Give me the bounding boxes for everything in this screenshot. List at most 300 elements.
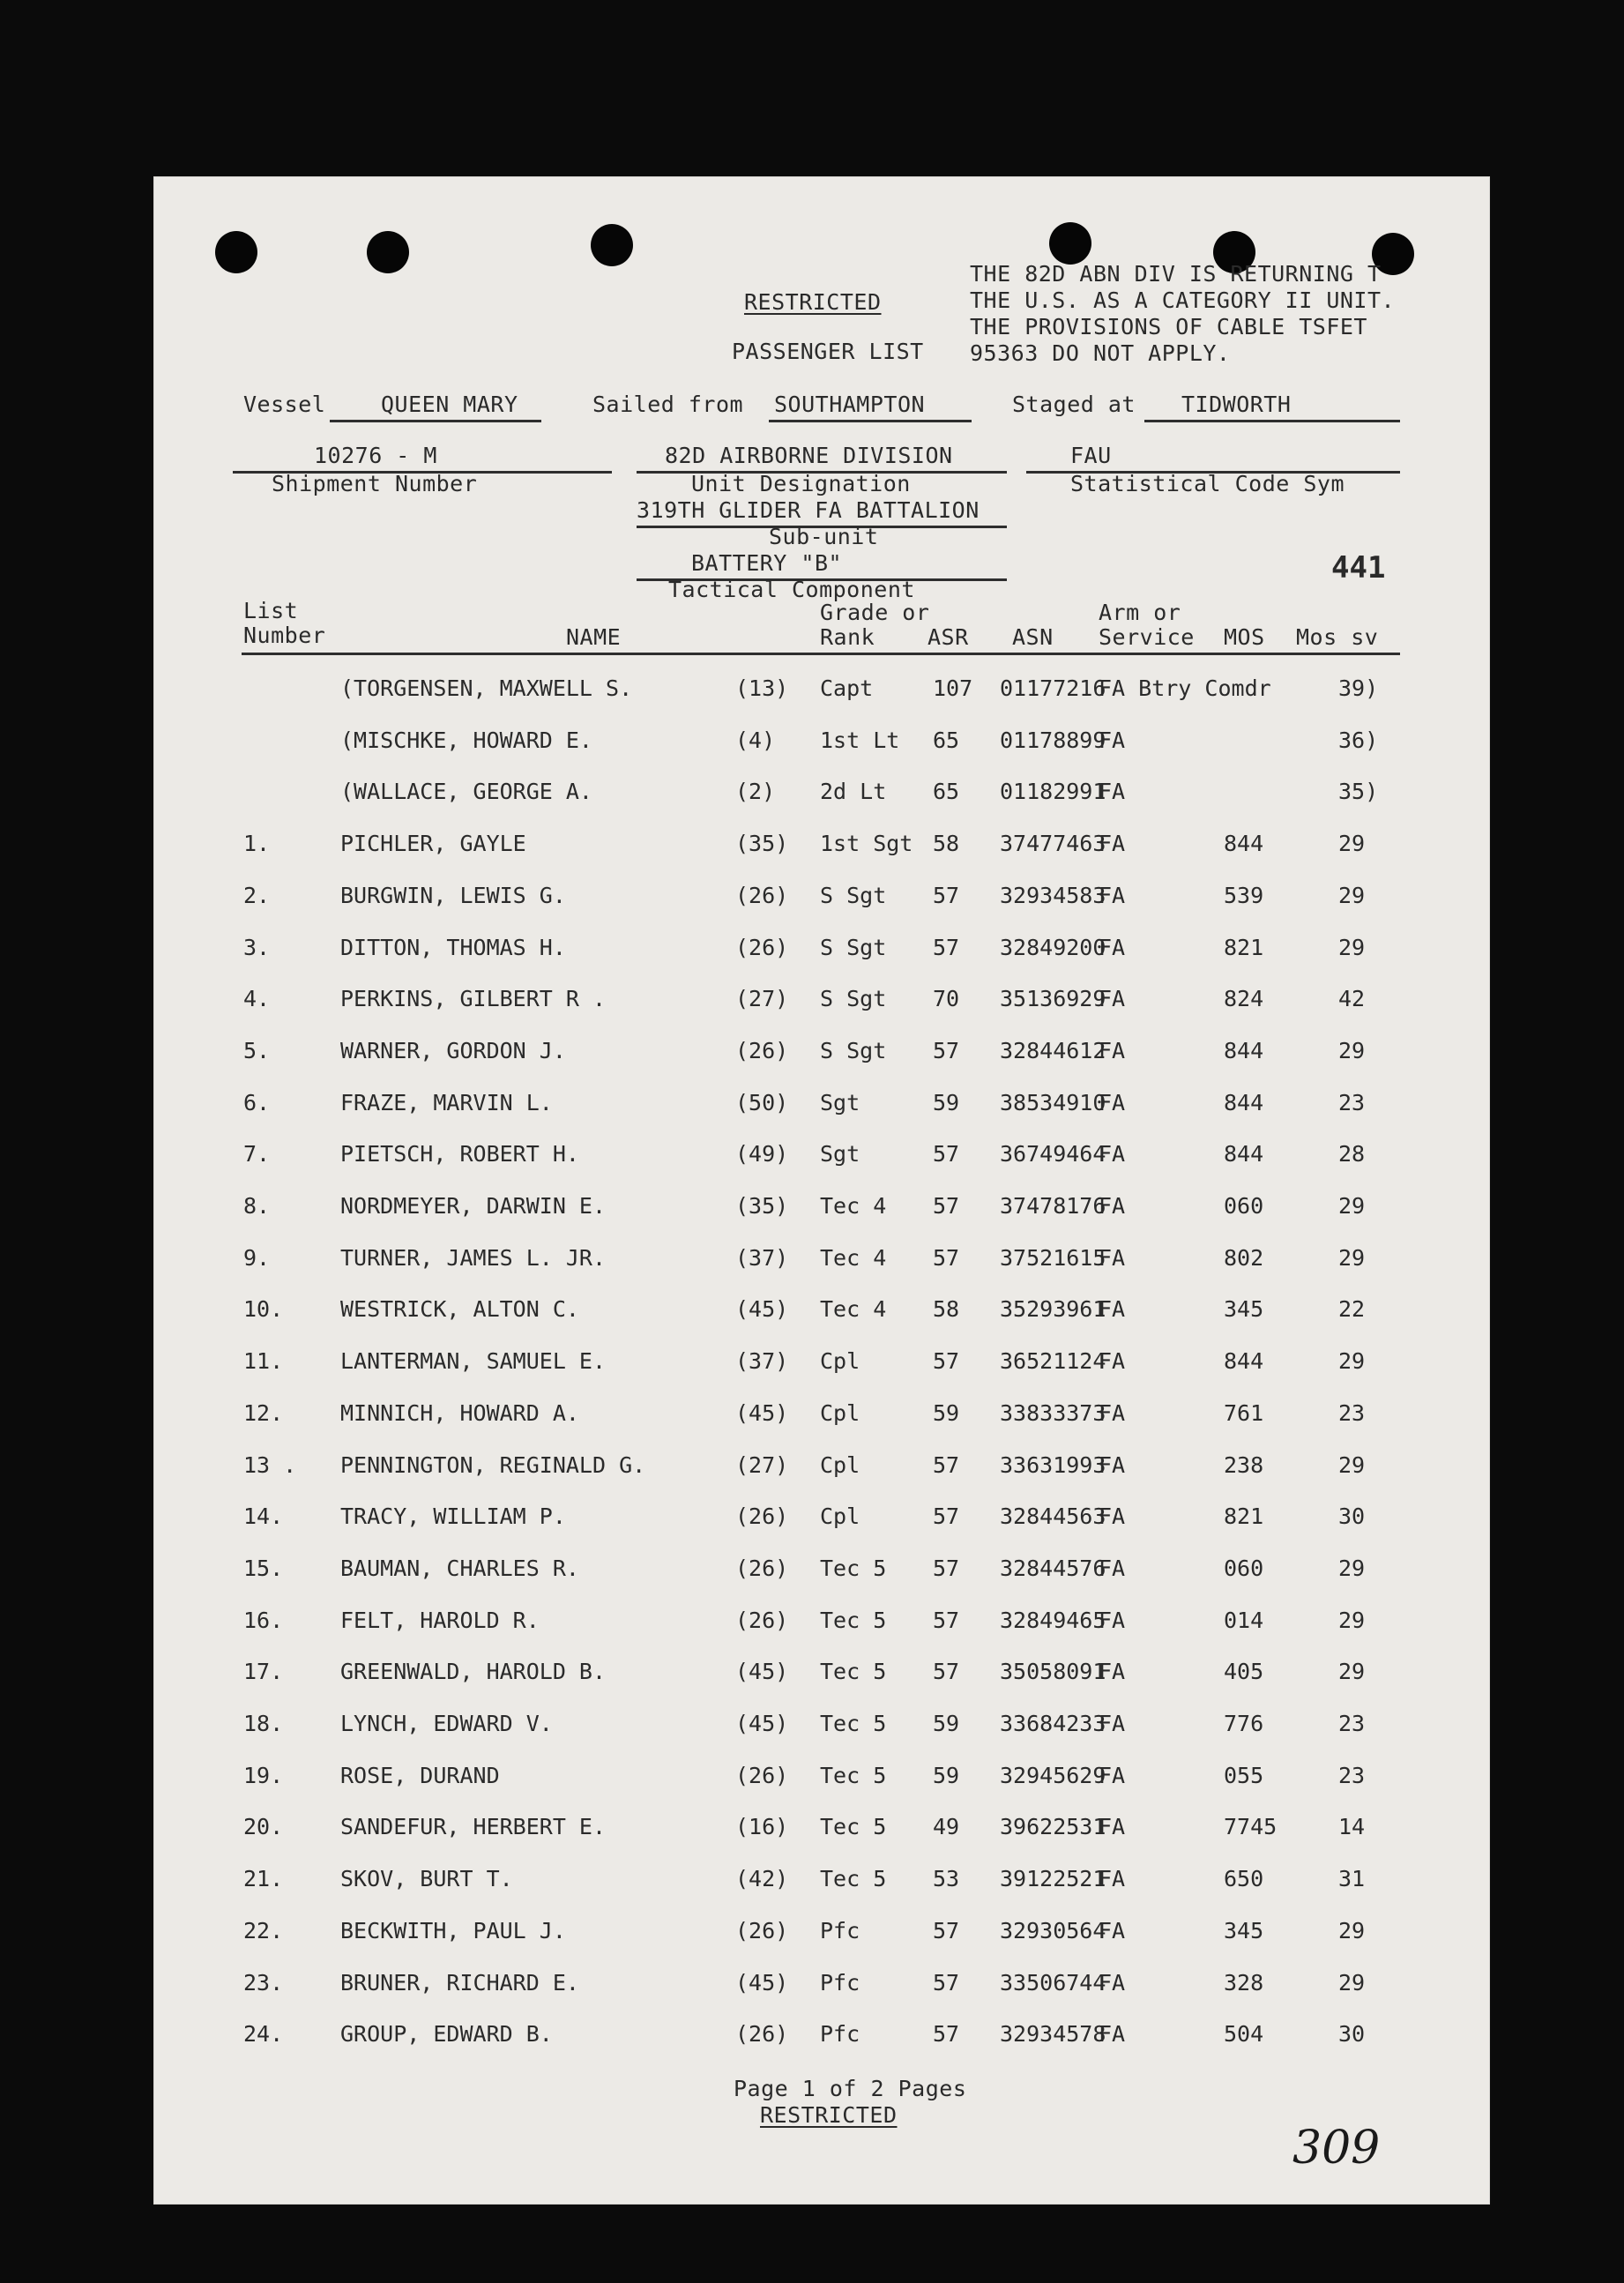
- col-header-number: Number: [243, 623, 326, 648]
- staged-at-label: Staged at: [1012, 392, 1136, 417]
- grade-rank: 1st Lt: [820, 727, 900, 753]
- table-row: [153, 831, 1490, 866]
- passenger-name: LANTERMAN, SAMUEL E.: [340, 1348, 607, 1375]
- grade-rank: Cpl: [820, 1399, 860, 1426]
- list-number: 4.: [243, 986, 271, 1012]
- asr-score: (50): [735, 1089, 789, 1115]
- passenger-name: LYNCH, EDWARD V.: [340, 1711, 553, 1736]
- restricted-footer: RESTRICTED: [760, 2102, 898, 2128]
- grade-rank: Sgt: [820, 1141, 860, 1168]
- asn-number: 32934578: [1000, 2021, 1106, 2048]
- sailed-from-value: SOUTHAMPTON: [774, 392, 926, 417]
- arm-service: FA: [1099, 831, 1126, 857]
- shipment-label: Shipment Number: [272, 471, 478, 496]
- passenger-name: SKOV, BURT T.: [340, 1866, 513, 1892]
- list-number: 16.: [243, 1607, 284, 1633]
- asn-number: 01178899: [1000, 727, 1106, 753]
- asn-number: 35293961: [1000, 1296, 1106, 1323]
- grade-rank: Cpl: [820, 1503, 860, 1530]
- asr-value: 57: [933, 882, 960, 908]
- mos-service: 28: [1338, 1141, 1366, 1168]
- mos-code: 650: [1224, 1866, 1264, 1892]
- mos-code: 345: [1224, 1917, 1264, 1944]
- asn-number: 33506744: [1000, 1969, 1106, 1996]
- asr-score: (26): [735, 1607, 789, 1633]
- asr-score: (13): [735, 675, 789, 701]
- mos-code: 844: [1224, 1089, 1264, 1115]
- table-row: [153, 1608, 1490, 1643]
- notice-line: THE U.S. AS A CATEGORY II UNIT.: [970, 287, 1396, 313]
- asn-number: 39622531: [1000, 1814, 1106, 1840]
- grade-rank: Tec 5: [820, 1555, 887, 1581]
- list-number: 12.: [243, 1399, 284, 1426]
- arm-service: FA: [1099, 1399, 1126, 1426]
- mos-service: 30: [1338, 2021, 1366, 2048]
- mos-code: 761: [1224, 1399, 1264, 1426]
- table-row: [153, 1711, 1490, 1746]
- asr-value: 57: [933, 1348, 960, 1375]
- asr-score: (45): [735, 1659, 789, 1685]
- list-number: 21.: [243, 1866, 284, 1892]
- header-rule: [242, 653, 1400, 655]
- grade-rank: Pfc: [820, 1969, 860, 1996]
- asr-score: (49): [735, 1141, 789, 1168]
- grade-rank: Pfc: [820, 1917, 860, 1944]
- document-page: [153, 176, 1490, 2205]
- passenger-name: WESTRICK, ALTON C.: [340, 1296, 579, 1323]
- grade-rank: S Sgt: [820, 882, 887, 908]
- grade-rank: Tec 5: [820, 1607, 887, 1633]
- mos-code: 7745: [1224, 1814, 1278, 1840]
- mos-service: 29: [1338, 1244, 1366, 1271]
- asr-value: 65: [933, 779, 960, 805]
- mos-service: 29: [1338, 1348, 1366, 1375]
- asn-number: 37478176: [1000, 1193, 1106, 1219]
- table-row: [153, 1090, 1490, 1125]
- mos-code: 844: [1224, 831, 1264, 857]
- asr-value: 107: [933, 675, 973, 701]
- asr-value: 58: [933, 1296, 960, 1323]
- mos-code: 776: [1224, 1711, 1264, 1736]
- mos-service: 29: [1338, 882, 1366, 908]
- table-row: [153, 1245, 1490, 1280]
- mos-code: 504: [1224, 2021, 1264, 2048]
- arm-service: FA: [1099, 882, 1126, 908]
- asr-score: (35): [735, 1193, 789, 1219]
- arm-service: FA: [1099, 1451, 1126, 1478]
- arm-service: FA: [1099, 934, 1126, 960]
- list-number: 20.: [243, 1814, 284, 1840]
- col-header-asn: ASN: [1012, 624, 1054, 650]
- asr-score: (45): [735, 1296, 789, 1323]
- mos-service: 29: [1338, 1037, 1366, 1063]
- mos-service: 30: [1338, 1503, 1366, 1530]
- arm-service: FA: [1099, 986, 1126, 1012]
- asr-score: (26): [735, 1555, 789, 1581]
- asr-value: 65: [933, 727, 960, 753]
- asr-score: (26): [735, 1037, 789, 1063]
- table-row: [153, 1452, 1490, 1488]
- vessel-underline: [330, 420, 541, 422]
- asn-number: 37477463: [1000, 831, 1106, 857]
- col-header-name: NAME: [566, 624, 622, 650]
- asr-value: 70: [933, 986, 960, 1012]
- passenger-name: DITTON, THOMAS H.: [340, 934, 566, 960]
- passenger-name: PIETSCH, ROBERT H.: [340, 1141, 579, 1168]
- handwritten-page-number: 309: [1292, 2122, 1381, 2175]
- arm-service: FA: [1099, 1659, 1126, 1685]
- list-number: 10.: [243, 1296, 284, 1323]
- asn-number: 32849465: [1000, 1607, 1106, 1633]
- mos-service: 29: [1338, 1555, 1366, 1581]
- sailed-underline: [769, 420, 972, 422]
- asr-value: 57: [933, 1503, 960, 1530]
- asr-score: (16): [735, 1814, 789, 1840]
- table-row: [153, 2021, 1490, 2056]
- asr-score: (37): [735, 1348, 789, 1375]
- asr-score: (27): [735, 1451, 789, 1478]
- arm-service: FA: [1099, 1037, 1126, 1063]
- passenger-name: PERKINS, GILBERT R .: [340, 986, 607, 1012]
- mos-service: 29: [1338, 1969, 1366, 1996]
- asn-number: 32849200: [1000, 934, 1106, 960]
- arm-service: FA: [1099, 1141, 1126, 1168]
- asr-score: (26): [735, 2021, 789, 2048]
- list-number: 18.: [243, 1711, 284, 1736]
- page-stamp-number: 441: [1331, 550, 1386, 586]
- asr-value: 59: [933, 1762, 960, 1788]
- passenger-name: FRAZE, MARVIN L.: [340, 1089, 553, 1115]
- asr-value: 57: [933, 1451, 960, 1478]
- list-number: 15.: [243, 1555, 284, 1581]
- asr-value: 57: [933, 1037, 960, 1063]
- asr-value: 59: [933, 1399, 960, 1426]
- grade-rank: Tec 5: [820, 1711, 887, 1736]
- passenger-name: GREENWALD, HAROLD B.: [340, 1659, 607, 1685]
- passenger-name: TRACY, WILLIAM P.: [340, 1503, 566, 1530]
- asn-number: 35058091: [1000, 1659, 1106, 1685]
- mos-code: 014: [1224, 1607, 1264, 1633]
- sailed-from-label: Sailed from: [592, 392, 744, 417]
- list-number: 9.: [243, 1244, 271, 1271]
- grade-rank: Tec 4: [820, 1193, 887, 1219]
- asr-value: 57: [933, 1969, 960, 1996]
- list-number: 5.: [243, 1037, 271, 1063]
- passenger-name: WARNER, GORDON J.: [340, 1037, 566, 1063]
- asr-score: (45): [735, 1399, 789, 1426]
- passenger-name: BECKWITH, PAUL J.: [340, 1917, 566, 1944]
- asr-value: 57: [933, 2021, 960, 2048]
- asr-value: 57: [933, 934, 960, 960]
- table-row: [153, 986, 1490, 1021]
- mos-service: 42: [1338, 986, 1366, 1012]
- passenger-name: GROUP, EDWARD B.: [340, 2021, 553, 2048]
- mos-service: 29: [1338, 1917, 1366, 1944]
- mos-code: 055: [1224, 1762, 1264, 1788]
- mos-service: 39): [1338, 675, 1379, 701]
- mos-code: 821: [1224, 1503, 1264, 1530]
- passenger-name: ROSE, DURAND: [340, 1762, 500, 1788]
- mos-code: 345: [1224, 1296, 1264, 1323]
- table-row: [153, 1814, 1490, 1849]
- mos-code: 844: [1224, 1037, 1264, 1063]
- list-number: 24.: [243, 2021, 284, 2048]
- asr-score: (26): [735, 1762, 789, 1788]
- grade-rank: Tec 5: [820, 1762, 887, 1788]
- unit-label: Unit Designation: [691, 471, 911, 496]
- col-header-service: Service: [1099, 624, 1195, 650]
- passenger-name: BRUNER, RICHARD E.: [340, 1969, 579, 1996]
- punch-hole: [591, 224, 633, 266]
- grade-rank: Cpl: [820, 1348, 860, 1375]
- passenger-name: PICHLER, GAYLE: [340, 831, 526, 857]
- mos-service: 31: [1338, 1866, 1366, 1892]
- table-row: [153, 1296, 1490, 1332]
- mos-service: 22: [1338, 1296, 1366, 1323]
- list-number: 19.: [243, 1762, 284, 1788]
- asn-number: 01177216: [1000, 675, 1106, 701]
- table-row: [153, 1038, 1490, 1073]
- col-header-list: List: [243, 598, 299, 623]
- asn-number: 32930564: [1000, 1917, 1106, 1944]
- table-row: [153, 1141, 1490, 1176]
- asr-value: 57: [933, 1244, 960, 1271]
- passenger-name: NORDMEYER, DARWIN E.: [340, 1193, 607, 1219]
- arm-service: FA: [1099, 1193, 1126, 1219]
- unit-designation: 82D AIRBORNE DIVISION: [665, 443, 953, 468]
- arm-service: FA: [1099, 1348, 1126, 1375]
- table-row: [153, 1400, 1490, 1436]
- passenger-name: FELT, HAROLD R.: [340, 1607, 540, 1633]
- table-row: [153, 1970, 1490, 2005]
- grade-rank: Tec 5: [820, 1659, 887, 1685]
- mos-code: 328: [1224, 1969, 1264, 1996]
- asr-score: (26): [735, 1503, 789, 1530]
- table-row: [153, 1918, 1490, 1953]
- arm-service: FA: [1099, 1917, 1126, 1944]
- asn-number: 32844612: [1000, 1037, 1106, 1063]
- asr-score: (45): [735, 1711, 789, 1736]
- page-indicator: Page 1 of 2 Pages: [734, 2076, 967, 2101]
- mos-service: 29: [1338, 1193, 1366, 1219]
- list-number: 17.: [243, 1659, 284, 1685]
- asr-value: 57: [933, 1193, 960, 1219]
- list-number: 2.: [243, 882, 271, 908]
- mos-service: 35): [1338, 779, 1379, 805]
- mos-code: 060: [1224, 1555, 1264, 1581]
- table-row: [153, 935, 1490, 970]
- mos-code: 844: [1224, 1141, 1264, 1168]
- notice-line: 95363 DO NOT APPLY.: [970, 340, 1231, 366]
- arm-service: FA Btry Comdr: [1099, 675, 1271, 701]
- vessel-value: QUEEN MARY: [381, 392, 518, 417]
- col-header-rank: Rank: [820, 624, 875, 650]
- grade-rank: Tec 4: [820, 1296, 887, 1323]
- asr-value: 59: [933, 1089, 960, 1115]
- list-number: 7.: [243, 1141, 271, 1168]
- passenger-name: BAUMAN, CHARLES R.: [340, 1555, 579, 1581]
- asr-value: 49: [933, 1814, 960, 1840]
- arm-service: FA: [1099, 1762, 1126, 1788]
- asn-number: 33631993: [1000, 1451, 1106, 1478]
- arm-service: FA: [1099, 1711, 1126, 1736]
- mos-service: 23: [1338, 1762, 1366, 1788]
- asr-score: (27): [735, 986, 789, 1012]
- passenger-name: BURGWIN, LEWIS G.: [340, 882, 566, 908]
- arm-service: FA: [1099, 1089, 1126, 1115]
- mos-code: 821: [1224, 934, 1264, 960]
- restricted-heading: RESTRICTED: [744, 289, 882, 315]
- shipment-number: 10276 - M: [314, 443, 437, 468]
- grade-rank: Tec 5: [820, 1866, 887, 1892]
- mos-code: 060: [1224, 1193, 1264, 1219]
- col-header-grade: Grade or: [820, 600, 930, 625]
- col-header-arm: Arm or: [1099, 600, 1181, 625]
- grade-rank: Capt: [820, 675, 874, 701]
- list-number: 11.: [243, 1348, 284, 1375]
- grade-rank: 2d Lt: [820, 779, 887, 805]
- mos-service: 23: [1338, 1399, 1366, 1426]
- arm-service: FA: [1099, 1969, 1126, 1996]
- list-number: 1.: [243, 831, 271, 857]
- grade-rank: S Sgt: [820, 934, 887, 960]
- sub-unit-label: Sub-unit: [769, 524, 879, 549]
- list-number: 8.: [243, 1193, 271, 1219]
- asr-value: 53: [933, 1866, 960, 1892]
- mos-service: 23: [1338, 1711, 1366, 1736]
- asr-score: (35): [735, 831, 789, 857]
- grade-rank: 1st Sgt: [820, 831, 913, 857]
- arm-service: FA: [1099, 1866, 1126, 1892]
- table-row: [153, 779, 1490, 814]
- punch-hole: [1049, 222, 1091, 265]
- asn-number: 33833373: [1000, 1399, 1106, 1426]
- mos-code: 824: [1224, 986, 1264, 1012]
- grade-rank: S Sgt: [820, 986, 887, 1012]
- mos-service: 29: [1338, 831, 1366, 857]
- grade-rank: Tec 5: [820, 1814, 887, 1840]
- stat-code-label: Statistical Code Sym: [1070, 471, 1345, 496]
- asn-number: 37521615: [1000, 1244, 1106, 1271]
- arm-service: FA: [1099, 1814, 1126, 1840]
- mos-service: 23: [1338, 1089, 1366, 1115]
- arm-service: FA: [1099, 727, 1126, 753]
- asn-number: 36521124: [1000, 1348, 1106, 1375]
- vessel-label: Vessel: [243, 392, 326, 417]
- list-number: 23.: [243, 1969, 284, 1996]
- asr-value: 57: [933, 1917, 960, 1944]
- asn-number: 32844563: [1000, 1503, 1106, 1530]
- asr-score: (2): [735, 779, 776, 805]
- passenger-name: SANDEFUR, HERBERT E.: [340, 1814, 607, 1840]
- arm-service: FA: [1099, 1244, 1126, 1271]
- mos-code: 405: [1224, 1659, 1264, 1685]
- punch-hole: [367, 231, 409, 273]
- arm-service: FA: [1099, 1503, 1126, 1530]
- mos-code: 802: [1224, 1244, 1264, 1271]
- asr-value: 59: [933, 1711, 960, 1736]
- asr-value: 57: [933, 1607, 960, 1633]
- mos-service: 29: [1338, 1607, 1366, 1633]
- mos-service: 29: [1338, 1659, 1366, 1685]
- mos-service: 14: [1338, 1814, 1366, 1840]
- mos-service: 29: [1338, 934, 1366, 960]
- arm-service: FA: [1099, 2021, 1126, 2048]
- asr-value: 57: [933, 1141, 960, 1168]
- asr-value: 57: [933, 1659, 960, 1685]
- sub-unit: 319TH GLIDER FA BATTALION: [637, 497, 980, 523]
- notice-line: THE 82D ABN DIV IS RETURNING T: [970, 261, 1382, 287]
- asn-number: 32844576: [1000, 1555, 1106, 1581]
- asr-score: (42): [735, 1866, 789, 1892]
- notice-line: THE PROVISIONS OF CABLE TSFET: [970, 314, 1367, 339]
- arm-service: FA: [1099, 1296, 1126, 1323]
- table-row: [153, 1503, 1490, 1539]
- asn-number: 01182991: [1000, 779, 1106, 805]
- passenger-name: PENNINGTON, REGINALD G.: [340, 1451, 646, 1478]
- document-title: PASSENGER LIST: [732, 339, 924, 364]
- asn-number: 33684233: [1000, 1711, 1106, 1736]
- passenger-name: TURNER, JAMES L. JR.: [340, 1244, 607, 1271]
- table-row: [153, 1763, 1490, 1798]
- grade-rank: Pfc: [820, 2021, 860, 2048]
- grade-rank: S Sgt: [820, 1037, 887, 1063]
- asr-value: 58: [933, 831, 960, 857]
- staged-underline: [1144, 420, 1400, 422]
- list-number: 6.: [243, 1089, 271, 1115]
- table-row: [153, 1193, 1490, 1228]
- grade-rank: Cpl: [820, 1451, 860, 1478]
- arm-service: FA: [1099, 1555, 1126, 1581]
- asr-value: 57: [933, 1555, 960, 1581]
- list-number: 14.: [243, 1503, 284, 1530]
- tactical-label: Tactical Component: [668, 577, 915, 602]
- asr-score: (26): [735, 882, 789, 908]
- col-header-mos: MOS: [1224, 624, 1265, 650]
- table-row: [153, 675, 1490, 711]
- list-number: 13 .: [243, 1451, 297, 1478]
- asn-number: 32945629: [1000, 1762, 1106, 1788]
- passenger-name: (MISCHKE, HOWARD E.: [340, 727, 592, 753]
- arm-service: FA: [1099, 779, 1126, 805]
- stat-code: FAU: [1070, 443, 1112, 468]
- table-row: [153, 1348, 1490, 1384]
- grade-rank: Tec 4: [820, 1244, 887, 1271]
- mos-code: 844: [1224, 1348, 1264, 1375]
- col-header-mos-sv: Mos sv: [1296, 624, 1379, 650]
- asn-number: 38534910: [1000, 1089, 1106, 1115]
- table-row: [153, 1866, 1490, 1901]
- table-row: [153, 727, 1490, 763]
- asr-score: (26): [735, 1917, 789, 1944]
- asn-number: 39122521: [1000, 1866, 1106, 1892]
- punch-hole: [215, 231, 257, 273]
- asr-score: (45): [735, 1969, 789, 1996]
- passenger-name: (WALLACE, GEORGE A.: [340, 779, 592, 805]
- tactical-component: BATTERY "B": [691, 550, 843, 576]
- table-row: [153, 1556, 1490, 1591]
- asr-score: (4): [735, 727, 776, 753]
- table-row: [153, 883, 1490, 918]
- asn-number: 35136929: [1000, 986, 1106, 1012]
- mos-code: 539: [1224, 882, 1264, 908]
- asn-number: 32934583: [1000, 882, 1106, 908]
- asr-score: (26): [735, 934, 789, 960]
- staged-at-value: TIDWORTH: [1181, 392, 1292, 417]
- list-number: 22.: [243, 1917, 284, 1944]
- passenger-name: (TORGENSEN, MAXWELL S.: [340, 675, 633, 701]
- table-row: [153, 1659, 1490, 1694]
